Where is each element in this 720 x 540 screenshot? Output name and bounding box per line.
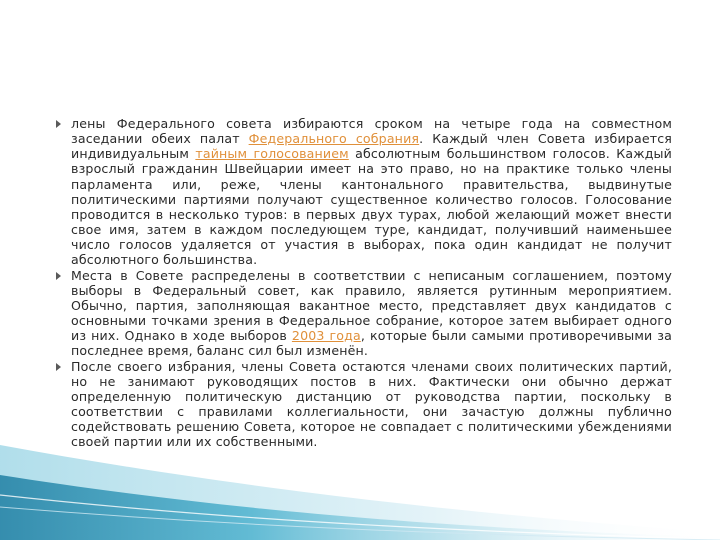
decorative-wave bbox=[0, 445, 720, 540]
bullet-arrow-icon bbox=[56, 272, 61, 280]
link-secret-ballot[interactable]: тайным голосованием bbox=[195, 146, 349, 162]
link-federal-assembly[interactable]: Федерального собрания bbox=[248, 131, 420, 147]
slide-body bbox=[52, 116, 672, 449]
bullet-arrow-icon bbox=[56, 363, 61, 371]
link-2003-year[interactable]: 2003 года bbox=[291, 328, 361, 344]
bullet-arrow-icon bbox=[56, 120, 61, 128]
bullet-text: , которые были самыми противоречивыми за последнее время, баланс сил был изменён. bbox=[71, 328, 673, 359]
bullet-text: После своего избрания, члены Совета остаются членами своих политических партий, но не занимают руководящих постов в них. Фактически они обычно держат определенную политическую дистанцию от руководства партии, поскольку в соответствии с правилами коллегиальности, они зачастую должны публично содействовать решению Совета, которое не совпадает с политическими убеждениями своей партии или их собственными. bbox=[71, 358, 672, 450]
bullet-text: абсолютным большинством голосов. Каждый взрослый гражданин Швейцарии имеет на это право, но на практике только члены парламента или, реже, члены кантонального правительства, выдвинутые политическими партиями получают существенное количество голосов. Голосование проводится в несколько туров: в первых двух турах, любой желающий может внести свое имя, затем в каждом последующем туре, кандидат, получивший наименьшее число голосов удаляется от участия в выборах, пока один кандидат не получит абсолютного большинства. bbox=[71, 146, 672, 268]
bullet-item bbox=[52, 268, 672, 359]
bullet-item bbox=[52, 359, 672, 450]
bullet-text: лены Федерального совета избираются сроком на четыре года на совместном заседании обеих палат bbox=[71, 116, 672, 147]
bullet-item bbox=[52, 116, 672, 268]
bullet-text: . Каждый член Совета избирается индивидуальным bbox=[71, 131, 673, 162]
bullet-text: Места в Совете распределены в соответствии с неписаным соглашением, поэтому выборы в Федеральный совет, как правило, является рутинным мероприятием. Обычно, партия, заполняющая вакантное место, представляет двух кандидатов с основными точками зрения в Федеральное собрание, которое затем выбирает одного из них. Однако в ходе выборов bbox=[71, 267, 672, 344]
